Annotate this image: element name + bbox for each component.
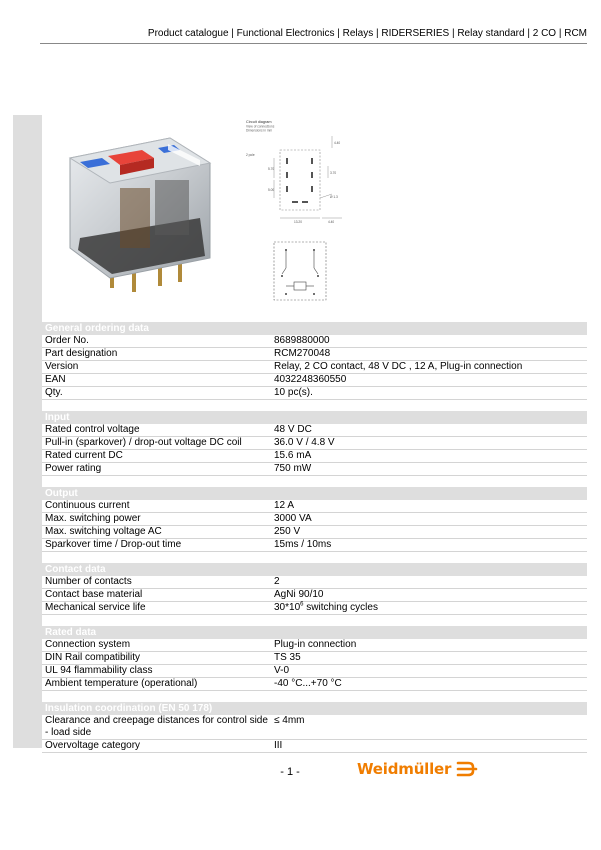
spec-value: ≤ 4mm (274, 715, 305, 726)
spec-label: Max. switching power (45, 513, 141, 524)
spec-value: Relay, 2 CO contact, 48 V DC , 12 A, Plug-in connection (274, 361, 523, 372)
spec-label: Number of contacts (45, 576, 132, 587)
spec-label: Overvoltage category (45, 740, 141, 751)
spec-value: 250 V (274, 526, 301, 537)
section-header: Contact data (42, 563, 587, 576)
spec-value: AgNi 90/10 (274, 589, 324, 600)
spec-value-suffix: switching cycles (303, 602, 378, 613)
section-header: Output (42, 487, 587, 500)
section-header: Rated data (42, 626, 587, 639)
dim-width: 13.20 (294, 220, 302, 224)
spec-row (42, 361, 587, 374)
spec-section (42, 626, 587, 691)
spec-section (42, 702, 587, 753)
section-header: Input (42, 411, 587, 424)
spec-value-exponent: 6 (300, 601, 304, 608)
spec-value: 750 mW (274, 463, 312, 474)
weidmuller-mark-icon (455, 759, 481, 779)
spec-label: Mechanical service life (45, 602, 146, 613)
spec-label: Ambient temperature (operational) (45, 678, 198, 689)
spec-value: 2 (274, 576, 280, 587)
section-header: Insulation coordination (EN 50 178) (42, 702, 587, 715)
section-header: General ordering data (42, 322, 587, 335)
spec-value: 15.6 mA (274, 450, 312, 461)
spec-label: Continuous current (45, 500, 130, 511)
spec-value: RCM270048 (274, 348, 331, 359)
spec-label: DIN Rail compatibility (45, 652, 141, 663)
spec-label: Clearance and creepage distances for control side - load side (45, 715, 268, 738)
brand-name: Weidmüller (357, 760, 452, 778)
diagram-pole-label: 2 pole (246, 153, 255, 157)
spec-section (42, 322, 587, 400)
spec-section (42, 411, 587, 476)
spec-label: UL 94 flammability class (45, 665, 153, 676)
spec-sections (42, 322, 587, 764)
dim-v3: 3.70 (330, 171, 337, 175)
spec-value-base: 30*10 (274, 602, 301, 613)
spec-row (42, 500, 587, 513)
spec-value: 48 V DC (274, 424, 312, 435)
spec-value: 36.0 V / 4.8 V (274, 437, 335, 448)
spec-row (42, 539, 587, 552)
spec-label: Contact base material (45, 589, 143, 600)
breadcrumb: Product catalogue | Functional Electronics | Relays | RIDERSERIES | Relay standard | 2 CO | RCM (40, 28, 587, 44)
spec-row (42, 665, 587, 678)
circuit-diagram (242, 118, 352, 308)
spec-row (42, 450, 587, 463)
spec-label: Sparkover time / Drop-out time (45, 539, 182, 550)
spec-label: Pull-in (sparkover) / drop-out voltage DC coil (45, 437, 242, 448)
diagram-subtitle-2: Dimensions in mm (246, 128, 273, 133)
spec-value: 4032248360550 (274, 374, 347, 385)
spec-value: Plug-in connection (274, 639, 357, 650)
diagram-title: Circuit diagram (246, 120, 272, 124)
spec-row (42, 639, 587, 652)
spec-label: Qty. (45, 387, 63, 398)
left-accent-bar (13, 115, 42, 748)
spec-row (42, 437, 587, 450)
dim-v2: 5.00 (268, 188, 275, 192)
spec-row (42, 348, 587, 361)
page-number: - 1 - (280, 766, 300, 778)
spec-value: 3000 VA (274, 513, 312, 524)
spec-value: -40 °C...+70 °C (274, 678, 342, 689)
spec-value: TS 35 (274, 652, 301, 663)
spec-value (274, 602, 587, 614)
spec-row (42, 513, 587, 526)
dim-hole: Ø 1.3 (330, 195, 338, 199)
spec-value: 15ms / 10ms (274, 539, 332, 550)
spec-value: V-0 (274, 665, 290, 676)
dim-side: 4.40 (328, 220, 335, 224)
spec-row (42, 602, 587, 615)
spec-label: Max. switching voltage AC (45, 526, 162, 537)
spec-label: Version (45, 361, 79, 372)
spec-row (42, 463, 587, 476)
spec-label: EAN (45, 374, 66, 385)
spec-row (42, 715, 587, 740)
dim-top: 4.40 (334, 141, 341, 145)
spec-value: 10 pc(s). (274, 387, 313, 398)
spec-label: Part designation (45, 348, 118, 359)
spec-label: Rated control voltage (45, 424, 140, 435)
spec-label: Order No. (45, 335, 89, 346)
spec-row (42, 526, 587, 539)
spec-value: 8689880000 (274, 335, 330, 346)
spec-row (42, 678, 587, 691)
spec-label: Connection system (45, 639, 131, 650)
spec-row (42, 589, 587, 602)
spec-section (42, 563, 587, 615)
spec-label: Power rating (45, 463, 102, 474)
spec-value: III (274, 740, 283, 751)
spec-row (42, 652, 587, 665)
spec-section (42, 487, 587, 552)
product-photo (50, 118, 216, 296)
dim-v1: 5.70 (268, 167, 275, 171)
spec-row (42, 576, 587, 589)
brand-logo (357, 757, 481, 781)
spec-row (42, 740, 587, 753)
spec-row (42, 335, 587, 348)
spec-row (42, 374, 587, 387)
diagram-subtitle-1: View of connections (246, 124, 275, 129)
spec-row (42, 424, 587, 437)
spec-value: 12 A (274, 500, 295, 511)
spec-row (42, 387, 587, 400)
spec-label: Rated current DC (45, 450, 123, 461)
